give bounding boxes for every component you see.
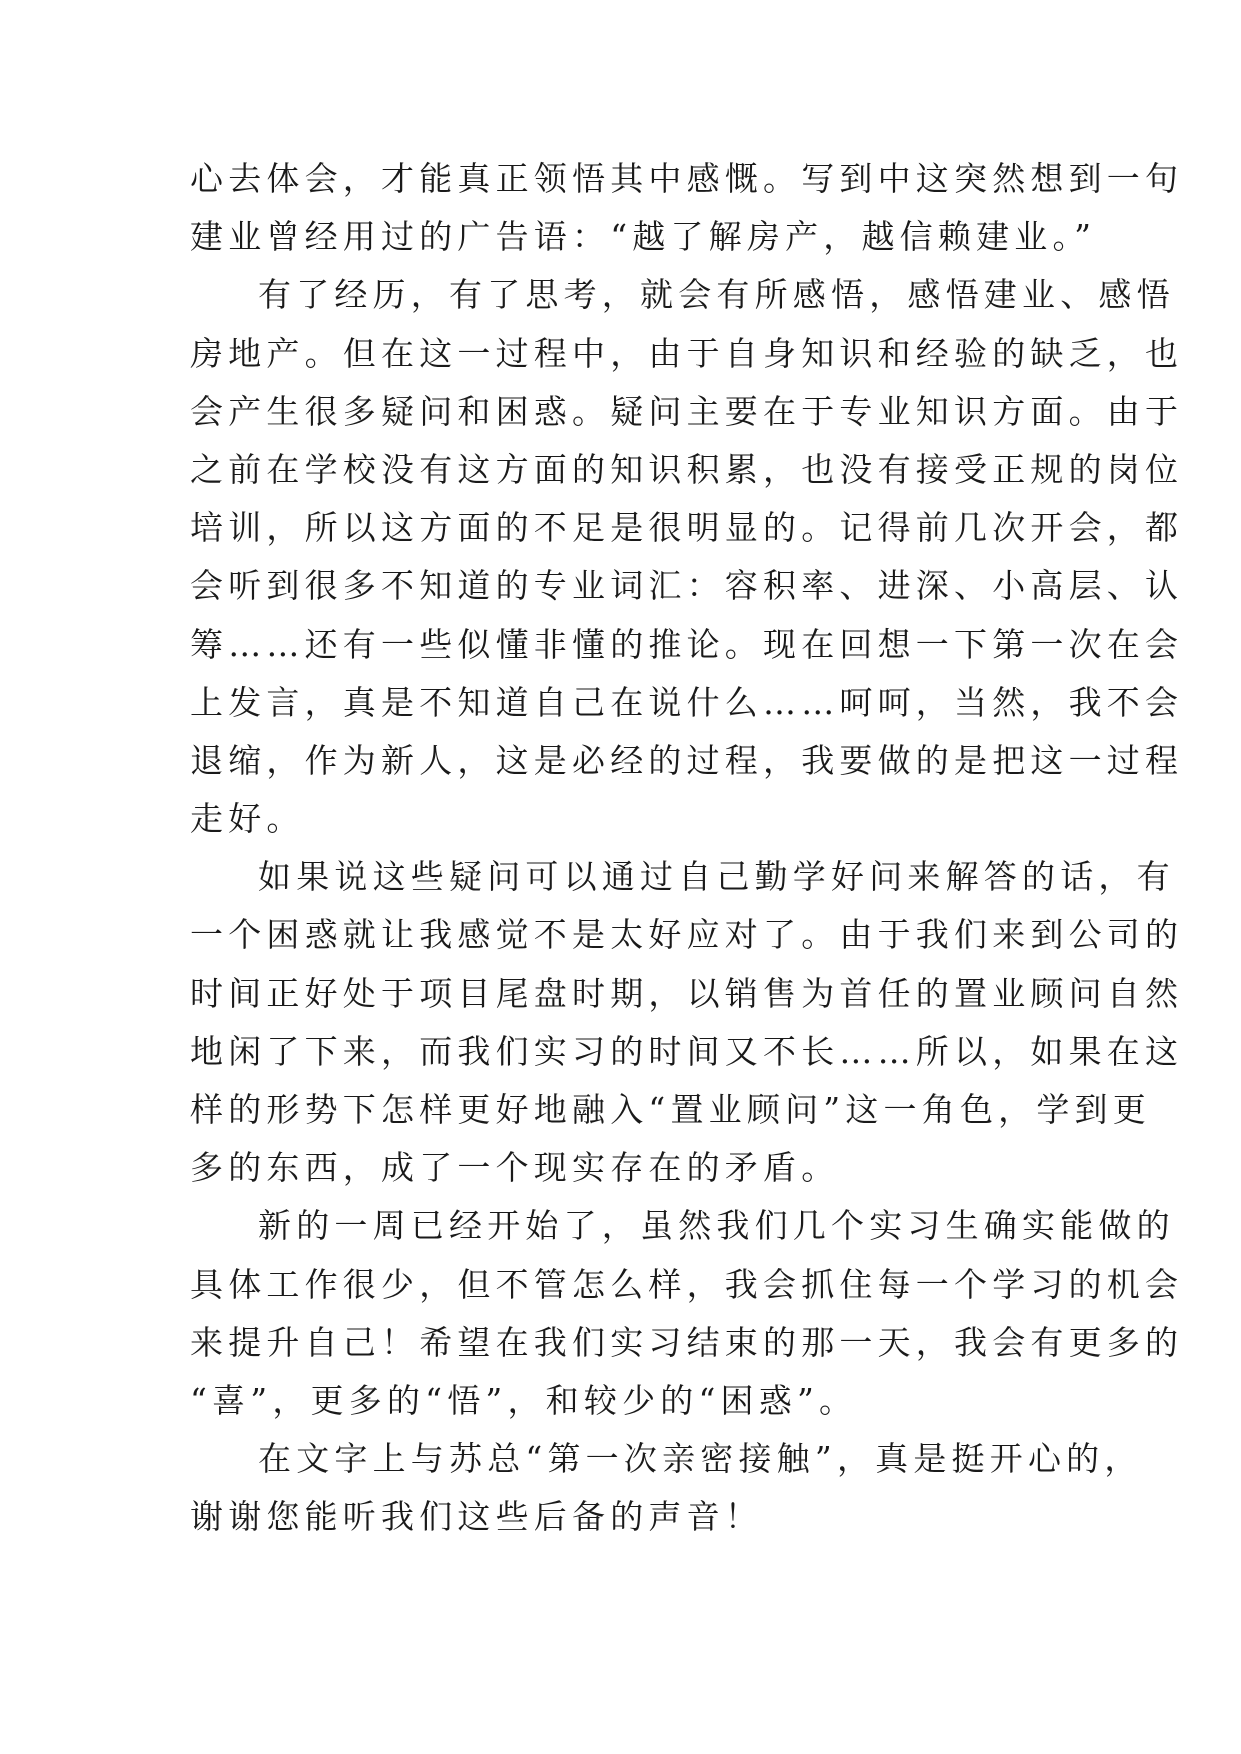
text-line: 培训，所以这方面的不足是很明显的。记得前几次开会，都: [190, 508, 1184, 548]
text-line: 房地产。但在这一过程中，由于自身知识和经验的缺乏，也: [190, 333, 1184, 373]
text-line: 样的形势下怎样更好地融入“置业顾问”这一角色，学到更: [190, 1090, 1151, 1129]
text-line: “喜”，更多的“悟”，和较少的“困惑”。: [190, 1380, 858, 1420]
text-line: 来提升自己！希望在我们实习结束的那一天，我会有更多的: [190, 1322, 1184, 1362]
text-line: 地闲了下来，而我们实习的时间又不长……所以，如果在这: [190, 1031, 1184, 1071]
text-line: 有了经历，有了思考，就会有所感悟，感悟建业、感悟: [258, 275, 1175, 315]
text-line: 会产生很多疑问和困惑。疑问主要在于专业知识方面。由于: [190, 391, 1184, 431]
text-line: 一个困惑就让我感觉不是太好应对了。由于我们来到公司的: [190, 915, 1184, 955]
text-line: 上发言，真是不知道自己在说什么……呵呵，当然，我不会: [190, 682, 1184, 722]
text-line: 时间正好处于项目尾盘时期，以销售为首任的置业顾问自然: [190, 973, 1184, 1013]
text-line: 具体工作很少，但不管怎么样，我会抓住每一个学习的机会: [190, 1264, 1184, 1304]
text-line: 走好。: [190, 799, 305, 839]
text-line: 之前在学校没有这方面的知识积累，也没有接受正规的岗位: [190, 449, 1184, 489]
text-line: 筹……还有一些似懂非懂的推论。现在回想一下第一次在会: [190, 624, 1184, 664]
text-line: 会听到很多不知道的专业词汇：容积率、进深、小高层、认: [190, 566, 1184, 606]
text-line: 退缩，作为新人，这是必经的过程，我要做的是把这一过程: [190, 740, 1184, 780]
text-line: 新的一周已经开始了，虽然我们几个实习生确实能做的: [258, 1206, 1175, 1246]
text-line: 建业曾经用过的广告语：“越了解房产，越信赖建业。”: [190, 217, 1097, 257]
text-line: 如果说这些疑问可以通过自己勤学好问来解答的话，有: [258, 857, 1175, 897]
text-line: 在文字上与苏总“第一次亲密接触”，真是挺开心的，: [258, 1439, 1143, 1479]
body-text: [190, 150, 1184, 1547]
text-line: 多的东西，成了一个现实存在的矛盾。: [190, 1148, 840, 1188]
text-line: 谢谢您能听我们这些后备的声音！: [190, 1497, 763, 1537]
text-line: 心去体会，才能真正领悟其中感慨。写到中这突然想到一句: [190, 159, 1184, 198]
